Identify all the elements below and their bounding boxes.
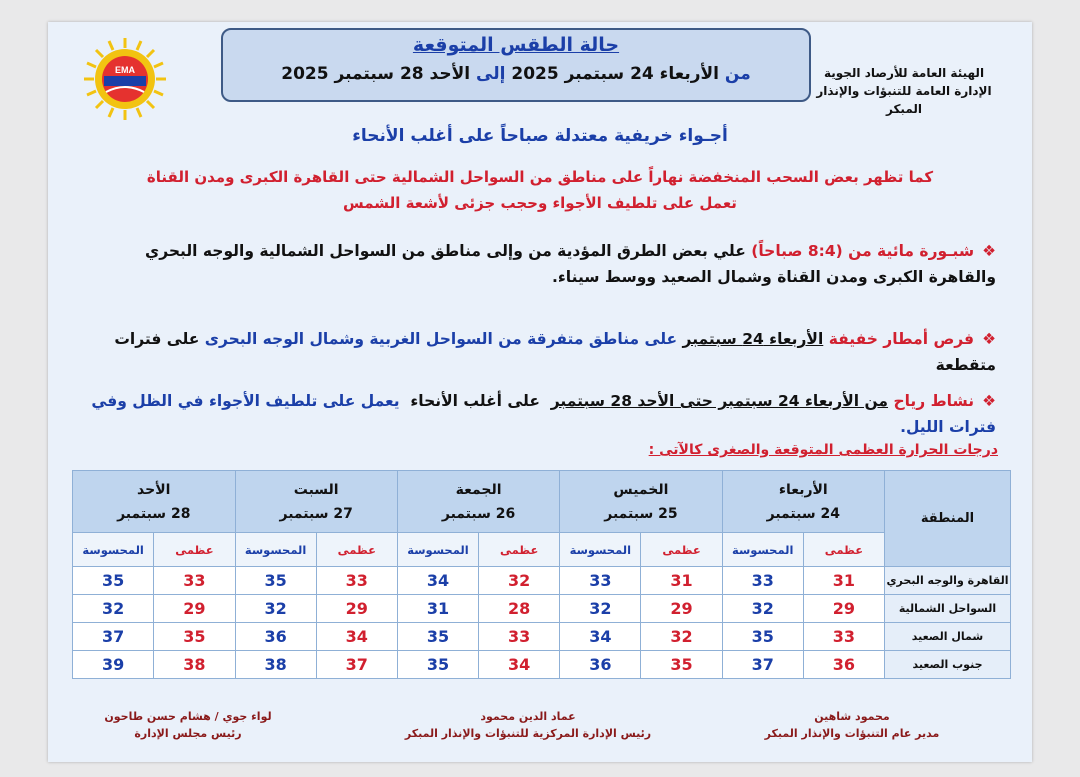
- feels-like-label: المحسوسة: [397, 533, 478, 567]
- feels-like-temp-cell: 34: [397, 567, 478, 595]
- max-temp-cell: 33: [479, 623, 560, 651]
- feels-like-temp-cell: 36: [560, 651, 641, 679]
- day-header: الخميس 25 سبتمبر: [560, 471, 722, 533]
- max-label: عظمى: [316, 533, 397, 567]
- max-temp-cell: 29: [316, 595, 397, 623]
- temperature-rows: [73, 567, 1011, 679]
- table-row: [73, 567, 1011, 595]
- feels-like-label: المحسوسة: [235, 533, 316, 567]
- feels-like-temp-cell: 32: [73, 595, 154, 623]
- title-box: [221, 28, 811, 102]
- max-temp-cell: 33: [154, 567, 235, 595]
- temperatures-title: درجات الحرارة العظمى المتوقعة والصغرى كالآتى :: [648, 442, 998, 458]
- feels-like-temp-cell: 37: [73, 623, 154, 651]
- feels-like-label: المحسوسة: [722, 533, 803, 567]
- feels-like-temp-cell: 35: [397, 651, 478, 679]
- day-header: الأربعاء 24 سبتمبر: [722, 471, 884, 533]
- table-row: [73, 595, 1011, 623]
- day-header: السبت 27 سبتمبر: [235, 471, 397, 533]
- feels-like-label: المحسوسة: [560, 533, 641, 567]
- table-header-row: [73, 471, 1011, 533]
- region-cell: شمال الصعيد: [885, 623, 1011, 651]
- max-temp-cell: 33: [803, 623, 884, 651]
- feels-like-temp-cell: 35: [397, 623, 478, 651]
- feels-like-temp-cell: 38: [235, 651, 316, 679]
- feels-like-temp-cell: 36: [235, 623, 316, 651]
- table-subheader-row: [73, 533, 1011, 567]
- signature-block: عماد الدين محمود رئيس الإدارة المركزية للتنبؤات والإنذار المبكر: [404, 710, 652, 740]
- max-temp-cell: 29: [154, 595, 235, 623]
- diamond-bullet-icon: ❖: [982, 242, 996, 260]
- max-temp-cell: 28: [479, 595, 560, 623]
- table-row: [73, 651, 1011, 679]
- feels-like-temp-cell: 32: [235, 595, 316, 623]
- bulletin-sheet: [48, 22, 1032, 762]
- feels-like-temp-cell: 37: [722, 651, 803, 679]
- max-temp-cell: 35: [641, 651, 722, 679]
- signature-block: محمود شاهين مدير عام التنبؤات والإنذار المبكر: [764, 710, 940, 740]
- feels-like-temp-cell: 33: [722, 567, 803, 595]
- region-column-header: المنطقة: [885, 471, 1011, 567]
- max-label: عظمى: [154, 533, 235, 567]
- max-temp-cell: 32: [479, 567, 560, 595]
- feels-like-temp-cell: 34: [560, 623, 641, 651]
- diamond-bullet-icon: ❖: [982, 330, 996, 348]
- feels-like-temp-cell: 35: [73, 567, 154, 595]
- bullet-wind: ❖نشاط رياح من الأربعاء 24 سبتمبر حتى الأحد 28 سبتمبر على أغلب الأنحاء يعمل على تلطيف الأجواء في الظل وفي فترات الليل.: [91, 392, 996, 436]
- table-row: [73, 623, 1011, 651]
- max-temp-cell: 34: [479, 651, 560, 679]
- feels-like-temp-cell: 39: [73, 651, 154, 679]
- summary-headline: أجـواء خريفية معتدلة صباحاً على أغلب الأنحاء: [352, 126, 728, 146]
- bullet-rain: ❖فرص أمطار خفيفة الأربعاء 24 سبتمبر على مناطق متفرقة من السواحل الغربية وشمال الوجه البحرى على فترات متقطعة: [114, 330, 996, 374]
- max-temp-cell: 31: [803, 567, 884, 595]
- signature-block: لواء جوي / هشام حسن طاحون رئيس مجلس الإدارة: [104, 710, 272, 740]
- max-temp-cell: 33: [316, 567, 397, 595]
- feels-like-temp-cell: 33: [560, 567, 641, 595]
- day-header: الجمعة 26 سبتمبر: [397, 471, 559, 533]
- region-cell: جنوب الصعيد: [885, 651, 1011, 679]
- feels-like-temp-cell: 35: [235, 567, 316, 595]
- max-label: عظمى: [479, 533, 560, 567]
- summary-line-1: كما تظهر بعض السحب المنخفضة نهاراً على مناطق من السواحل الشمالية حتى القاهرة الكبرى ومدن القناة: [146, 168, 934, 186]
- feels-like-temp-cell: 31: [397, 595, 478, 623]
- region-cell: القاهرة والوجه البحري: [885, 567, 1011, 595]
- max-label: عظمى: [641, 533, 722, 567]
- summary-line-2: تعمل على تلطيف الأجواء وحجب جزئى لأشعة الشمس: [343, 194, 737, 212]
- page-title: حالة الطقس المتوقعة: [412, 34, 620, 56]
- day-header: الأحد 28 سبتمبر: [73, 471, 236, 533]
- feels-like-temp-cell: 35: [722, 623, 803, 651]
- max-temp-cell: 38: [154, 651, 235, 679]
- feels-like-temp-cell: 32: [560, 595, 641, 623]
- organization-name: الهيئة العامة للأرصاد الجوية الإدارة العامة للتنبؤات والإنذار المبكر: [816, 66, 992, 116]
- diamond-bullet-icon: ❖: [982, 392, 996, 410]
- max-temp-cell: 29: [803, 595, 884, 623]
- max-temp-cell: 34: [316, 623, 397, 651]
- max-temp-cell: 35: [154, 623, 235, 651]
- max-temp-cell: 32: [641, 623, 722, 651]
- forecast-period: من الأربعاء 24 سبتمبر 2025 إلى الأحد 28 سبتمبر 2025: [281, 64, 751, 84]
- bullet-fog: ❖شبـورة مائية من (8:4 صباحاً) علي بعض الطرق المؤدية من وإلى مناطق من السواحل الشمالية والوجه البحري والقاهرة الكبرى ومدن القناة وشمال الصعيد ووسط سيناء.: [145, 242, 996, 286]
- max-temp-cell: 31: [641, 567, 722, 595]
- max-label: عظمى: [803, 533, 884, 567]
- max-temp-cell: 37: [316, 651, 397, 679]
- max-temp-cell: 29: [641, 595, 722, 623]
- ema-logo: [82, 36, 168, 122]
- feels-like-label: المحسوسة: [73, 533, 154, 567]
- svg-text:EMA: EMA: [115, 65, 135, 75]
- feels-like-temp-cell: 32: [722, 595, 803, 623]
- temperature-table: [72, 470, 1011, 679]
- max-temp-cell: 36: [803, 651, 884, 679]
- region-cell: السواحل الشمالية: [885, 595, 1011, 623]
